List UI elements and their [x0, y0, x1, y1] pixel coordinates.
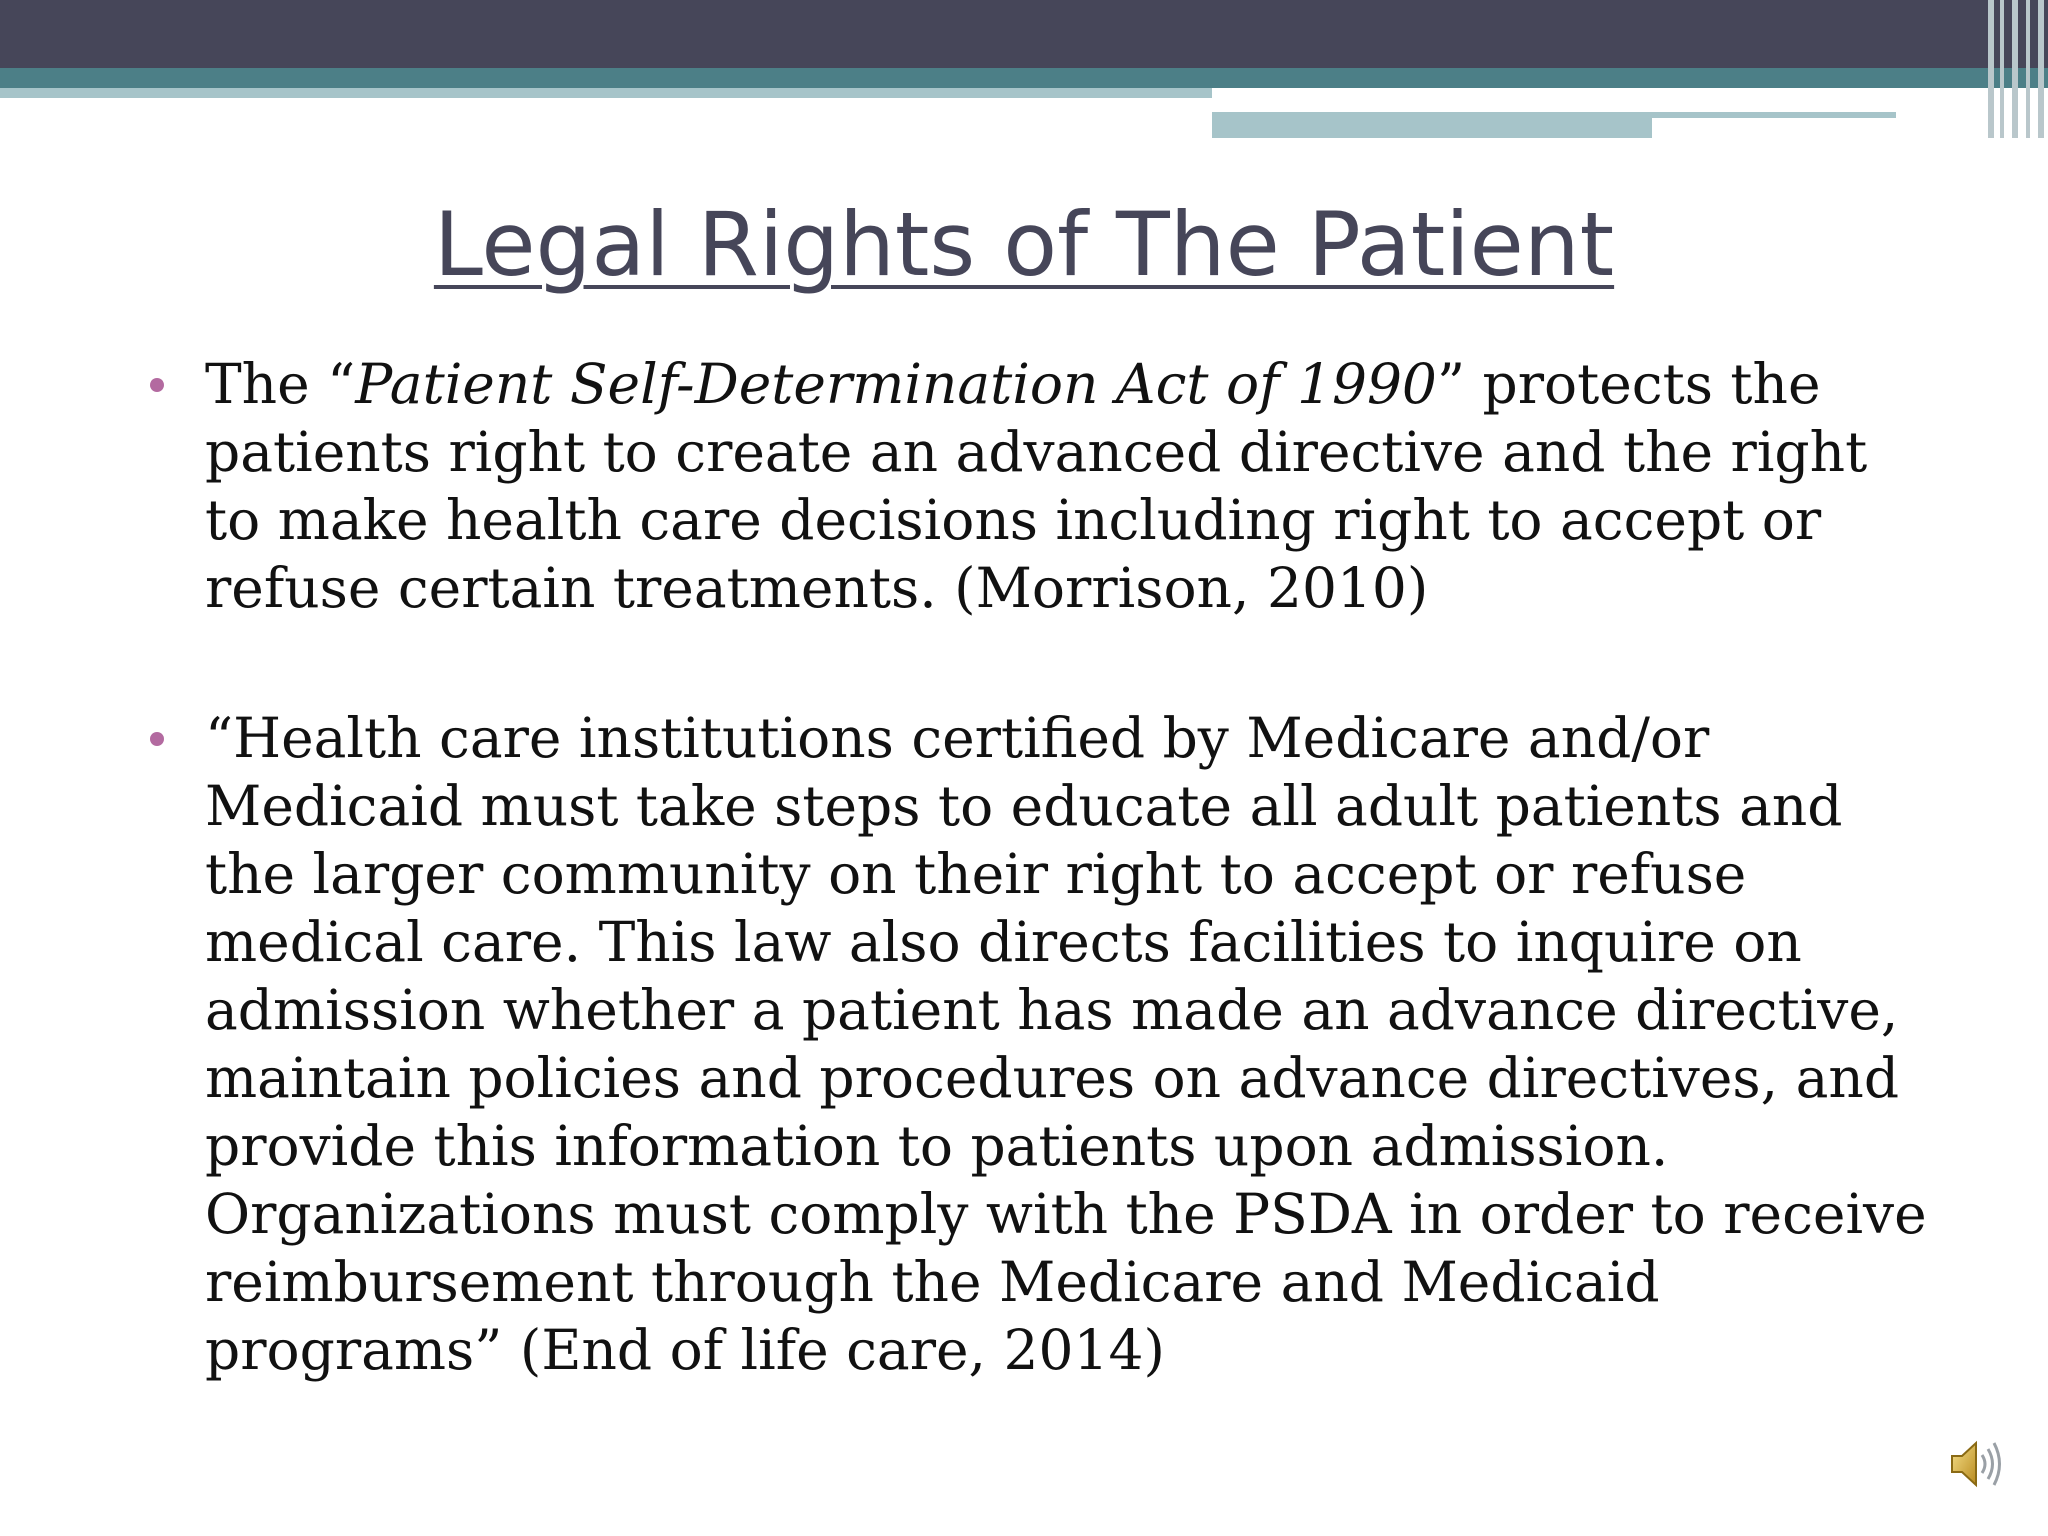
bullet-text	[205, 352, 1867, 620]
header-edge-bars	[1984, 0, 2048, 138]
bullet-dot	[150, 732, 164, 746]
header-bar-dark	[0, 0, 2048, 68]
bullet-item	[150, 350, 1930, 622]
header-bar-teal	[0, 68, 2048, 88]
act-name: Patient Self-Determination Act of 1990	[355, 352, 1437, 416]
bullet-list	[150, 350, 1930, 1384]
speaker-icon[interactable]	[1946, 1434, 2006, 1494]
header-bar-light	[0, 88, 1212, 98]
bullet-text-open: The “	[205, 352, 356, 416]
header-accent-stripe	[1212, 118, 1652, 138]
bullet-dot	[150, 378, 164, 392]
bullet-text: “Health care institutions certified by Medicare and/or Medicaid must take steps to educate all adult patients and the larger community on their right to accept or refuse medical care. This law also directs facilities to inquire on admission whether a patient has made an advance directive, maintain policies and procedures on advance directives, and provide this information to patients upon admission. Organizations must comply with the PSDA in order to receive reimbursement through the Medicare and Medicaid programs” (End of life care, 2014)	[205, 706, 1927, 1382]
slide-title: Legal Rights of The Patient	[433, 193, 1615, 296]
bullet-item	[150, 704, 1930, 1384]
bullet-text-rest: ” protects the patients right to create an advanced directive and the right to make health care decisions including right to accept or refuse certain treatments. (Morrison, 2010)	[205, 352, 1868, 620]
